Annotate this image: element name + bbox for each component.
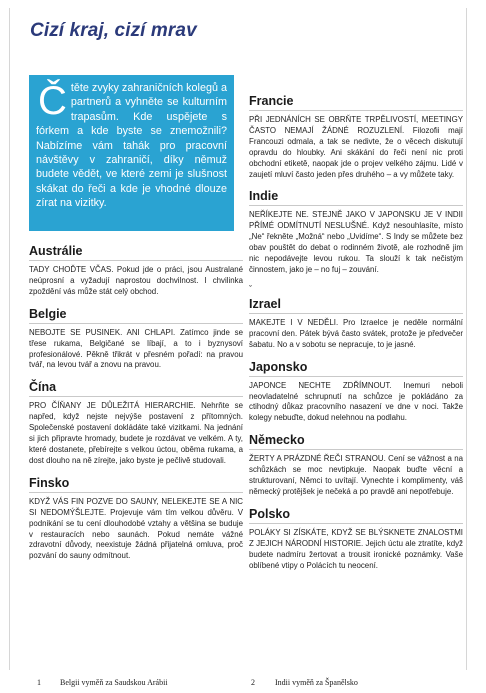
- section-divider: [29, 260, 243, 261]
- page-footer: [0, 675, 486, 693]
- section-marker: ˇ: [249, 283, 252, 294]
- section-heading: Německo: [249, 433, 305, 448]
- section-heading: Japonsko: [249, 359, 308, 374]
- section-heading: Francie: [249, 94, 294, 108]
- section-divider: [29, 323, 243, 324]
- section-cina: [29, 380, 243, 466]
- footer-text-right: Indii vyměň za Španělsko: [275, 678, 358, 687]
- left-column: [29, 244, 243, 571]
- section-heading: Izrael: [249, 296, 281, 311]
- section-finsko: [29, 476, 243, 562]
- section-divider: [249, 110, 463, 111]
- section-indie: [249, 189, 463, 275]
- section-japonsko: [249, 360, 463, 425]
- section-text: TADY CHOĎTE VČAS. Pokud jde o práci, jsou Australané neúprosní a vyžadují naprostou dochvilnost. I chvilinka zpoždění vás může stát celý obchod.: [29, 265, 243, 296]
- section-heading: Austrálie: [29, 244, 83, 258]
- section-text: NEŘÍKEJTE NE. STEJNĚ JAKO V JAPONSKU JE V INDII PŘÍMÉ ODMÍTNUTÍ NESLUŠNÉ. Když nesouhlasíte, místo „Ne“ řekněte „Možná“ nebo „Uvidíme“. S Indy se můžete bez obav pouštět do debat o rodinném životě, ale rozhodně jim nic nepodávejte levou rukou. Ta slouží k tak nečistým činnostem, jako je – no fuj – zouvání.: [249, 210, 463, 274]
- section-heading: Indie: [249, 189, 279, 204]
- footer-number-left: 1: [37, 678, 41, 687]
- section-divider: [249, 313, 463, 314]
- section-text: NEBOJTE SE PUSINEK. ANI CHLAPI. Zatímco jinde se třese rukama, Belgičané se líbají, a to i byznysoví profesionálové. Pěkně třikrát v přesném pořadí: na pravou tvář, na levou tvář a znovu na pravou.: [29, 327, 243, 370]
- section-divider: [29, 396, 243, 397]
- section-divider: [29, 492, 243, 493]
- section-heading: Čína: [29, 380, 57, 395]
- section-divider: [249, 376, 463, 377]
- right-page-rule: [466, 8, 467, 670]
- section-text: KDYŽ VÁS FIN POZVE DO SAUNY, NELEKEJTE SE A NIC SI NEDOMÝŠLEJTE. Projevuje vám tím velkou důvěru. V podnikání se tu cení dlouhodobé vztahy a většina se buduje v restauracích nebo saunách. Pokud nemáte vážné zdravotní důvody, neexistuje žádná přijatelná omluva, proč pozvání do sauny odmítnout.: [29, 496, 243, 561]
- section-australie: [29, 244, 243, 298]
- right-column: [249, 94, 463, 580]
- section-heading: Polsko: [249, 506, 290, 521]
- section-polsko: [249, 507, 463, 572]
- intro-text: těte zvyky zahraničních kolegů a partnerů a vyhněte se kulturním trapasům. Kde uspějete s fórkem a kde byste se znemožnili? Nabízíme vám tahák pro pracovní návštěvy v zahraničí, díky němuž budete vědět, ve které zemi je slušnost skákat do řeči a kde je vhodné dlouze zírat na vizitky.: [36, 82, 227, 210]
- footer-text-left: Belgii vyměň za Saudskou Arábii: [60, 678, 168, 687]
- intro-box: [29, 75, 234, 231]
- intro-dropcap: Č: [38, 79, 67, 123]
- section-text: JAPONCE NECHTE ZDŘÍMNOUT. Inemuri neboli neovladatelné schrupnutí na schůzce je pokládáno za ctihodný důkaz pracovního nasazení ve dne v noci. Takže kolegy nebuďte, dokud nelehnou na podlahu.: [249, 380, 463, 423]
- section-divider: [249, 449, 463, 450]
- section-belgie: [29, 307, 243, 372]
- section-heading: Belgie: [29, 306, 67, 321]
- section-nemecko: [249, 433, 463, 498]
- section-francie: [249, 94, 463, 180]
- footer-number-right: 2: [251, 678, 255, 687]
- section-text: ŽERTY A PRÁZDNÉ ŘEČI STRANOU. Cení se vážnost a na schůzkách se moc nevtipkuje. Naopak buďte věcní a strukturovaní, Němci to uvítají. Vynechte i komplimenty, váš německý protějšek je nečeká a po pravdě ani nepotřebuje.: [249, 454, 463, 496]
- section-text: MAKEJTE I V NEDĚLI. Pro Izraelce je neděle normální pracovní den. Pátek bývá často svátek, protože je předvečer šabatu. No a v sobotu se nepracuje, to je jasné.: [249, 317, 463, 349]
- section-text: PŘI JEDNÁNÍCH SE OBRŇTE TRPĚLIVOSTÍ, MEETINGY ČASTO NEMAJÍ ŽÁDNÉ ROZUZLENÍ. Filozofii mají Francouzi odmala, a tak se nedivte, že o věcech diskutují opravdu do hloubky. Ani skákání do řeči není nic proti obchodní etiketě, naopak jde o projev velkého zájmu. Lidé v zaujetí mluví často jeden přes druhého – a vy můžete taky.: [249, 115, 463, 179]
- section-heading: Finsko: [29, 475, 70, 490]
- left-page-rule: [9, 8, 10, 670]
- section-divider: [249, 205, 463, 206]
- section-izrael: [249, 285, 463, 351]
- section-text: POLÁKY SI ZÍSKÁTE, KDYŽ SE BLÝSKNETE ZNALOSTMI Z JEJICH NÁRODNÍ HISTORIE. Jejich úctu ale ztratíte, když budete nadmíru žertovat a trousit ironické poznámky. Vaše oblíbené vtipy o Polácích tu neocení.: [249, 527, 463, 570]
- section-text: PRO ČÍŇANY JE DŮLEŽITÁ HIERARCHIE. Nehrňte se napřed, když nejste nejvýše postavení z přítomných. Společenské postavení dokládáte také vizitkami. Na jednání si jich připravte hromady, budete je rozdávat ve velkém. A ty, které dostanete, přebírejte s velkou úctou, oběma rukama, a dost dlouho na ně zírejte, jako byste je pečlivě studovali.: [29, 401, 243, 465]
- section-divider: [249, 523, 463, 524]
- page-title: Cizí kraj, cizí mrav: [30, 20, 197, 41]
